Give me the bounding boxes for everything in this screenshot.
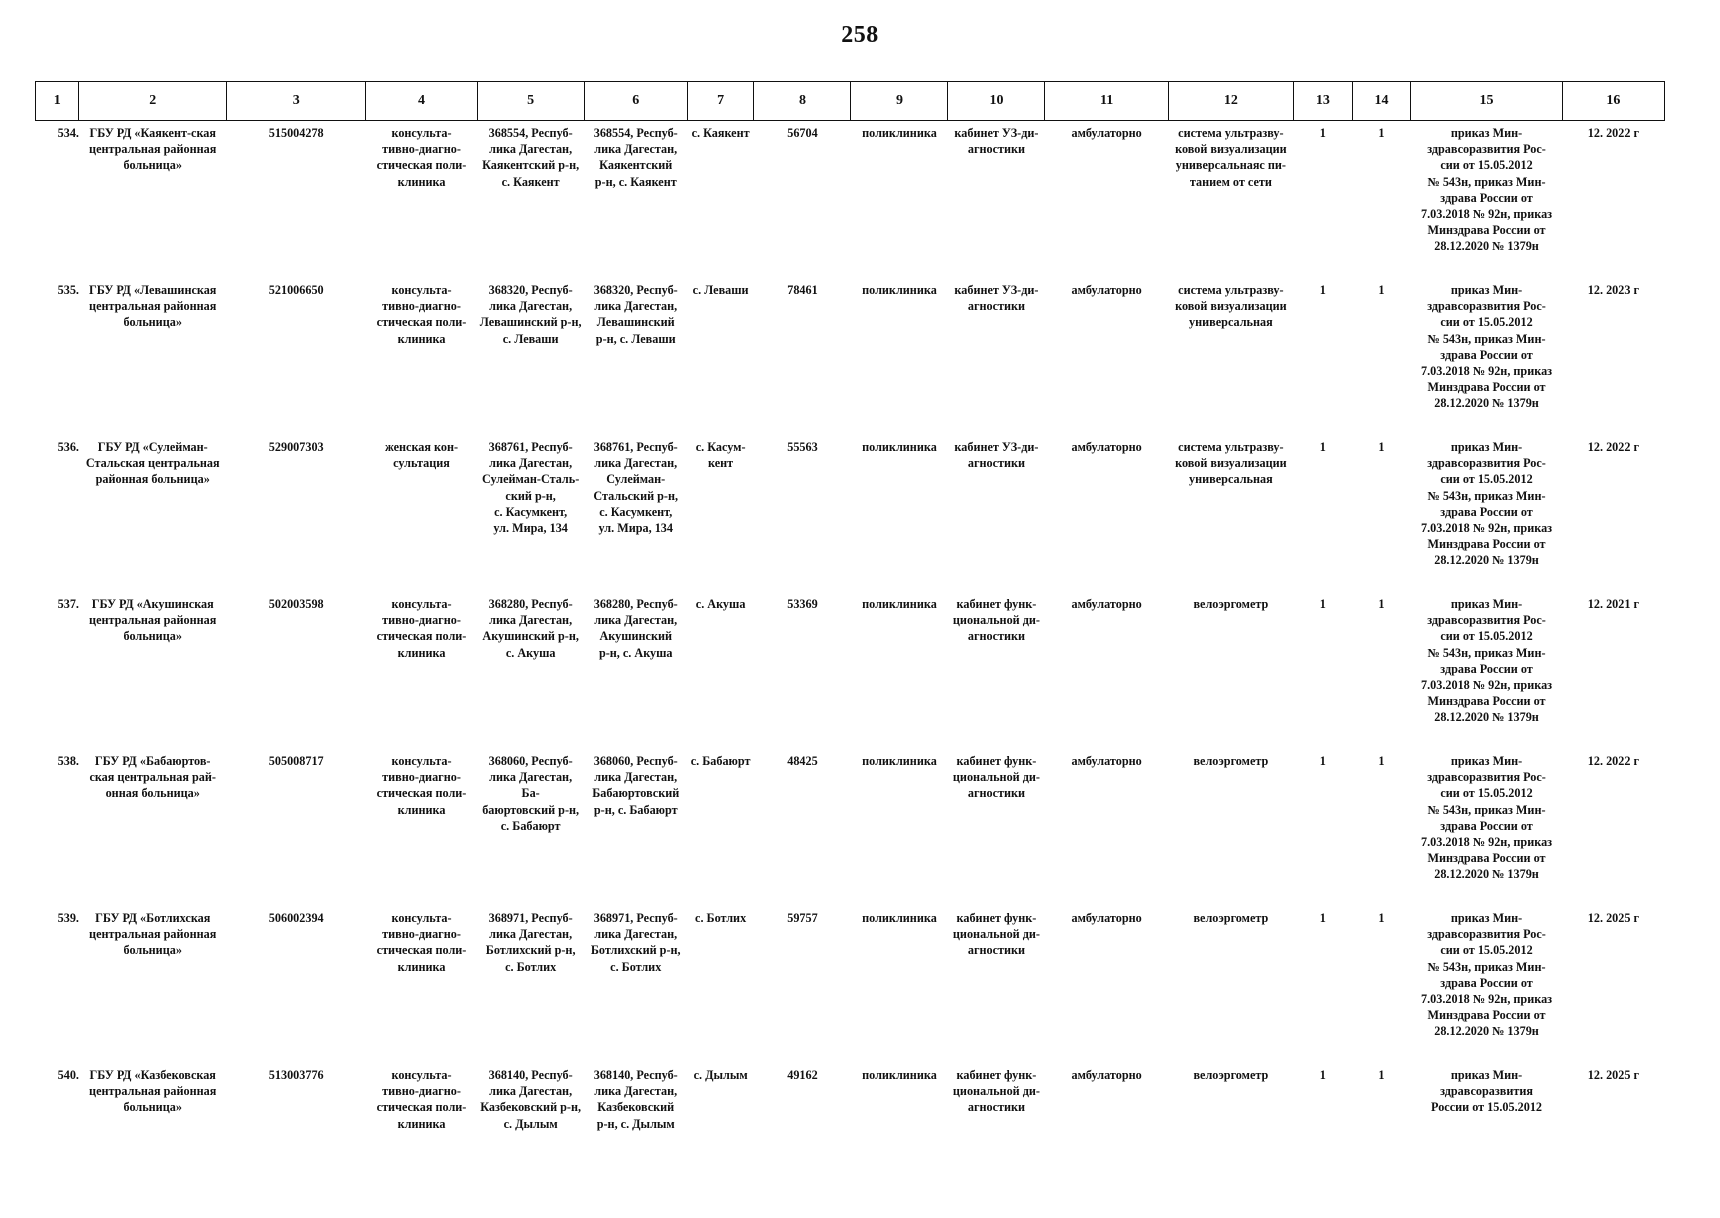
- equipment: система ультразву- ковой визуализации универсальная: [1175, 440, 1287, 487]
- regulatory-basis: приказ Мин- здравсоразвития Рос- сии от 15.05.2012 № 543н, приказ Мин- здрава России от 7.03.2018 № 92н, приказ Минздрава России от 28.12.2020 № 1379н: [1421, 597, 1553, 725]
- equipment: велоэргометр: [1193, 597, 1269, 611]
- legal-address: 368554, Респуб- лика Дагестан, Каякентский р-н, с. Каякент: [482, 126, 580, 189]
- organization-name: ГБУ РД «Бабаюртов- ская центральная рай- онная больница»: [89, 754, 216, 801]
- organization-code: 502003598: [268, 597, 324, 611]
- organization-name: ГБУ РД «Сулейман- Стальская центральная районная больница»: [85, 440, 220, 487]
- cabinet: кабинет функ- циональной ди- агностики: [952, 911, 1040, 958]
- actual-address: 368060, Респуб- лика Дагестан, Бабаюртовский р-н, с. Бабаюрт: [592, 754, 680, 817]
- conditions: амбулаторно: [1071, 911, 1142, 925]
- actual-address: 368554, Респуб- лика Дагестан, Каякентский р-н, с. Каякент: [593, 126, 678, 189]
- unit: поликлиника: [862, 283, 937, 297]
- column-header: 14: [1352, 82, 1411, 121]
- quantity-planned: 1: [1378, 754, 1385, 768]
- population: 59757: [787, 911, 818, 925]
- table-row: [36, 1061, 1665, 1218]
- actual-address: 368280, Респуб- лика Дагестан, Акушинский р-н, с. Акуша: [593, 597, 678, 660]
- conditions: амбулаторно: [1071, 126, 1142, 140]
- population: 56704: [787, 126, 818, 140]
- locality: с. Акуша: [695, 597, 746, 611]
- due-date: 12. 2022 г: [1587, 126, 1640, 140]
- row-number: 535.: [57, 283, 79, 297]
- conditions: амбулаторно: [1071, 440, 1142, 454]
- regulatory-basis: приказ Мин- здравсоразвития России от 15.05.2012: [1431, 1068, 1543, 1115]
- locality: с. Каякент: [691, 126, 750, 140]
- unit: поликлиника: [862, 1068, 937, 1082]
- actual-address: 368140, Респуб- лика Дагестан, Казбековский р-н, с. Дылым: [593, 1068, 678, 1131]
- organization-code: 505008717: [268, 754, 324, 768]
- population: 53369: [787, 597, 818, 611]
- table-row: [36, 276, 1665, 433]
- facility-type: консульта- тивно-диагно- стическая поли- клиника: [376, 754, 467, 817]
- column-header: 7: [687, 82, 754, 121]
- facility-type: консульта- тивно-диагно- стическая поли- клиника: [376, 911, 467, 974]
- conditions: амбулаторно: [1071, 597, 1142, 611]
- due-date: 12. 2021 г: [1587, 597, 1640, 611]
- cabinet: кабинет функ- циональной ди- агностики: [952, 597, 1040, 644]
- legal-address: 368140, Респуб- лика Дагестан, Казбековский р-н, с. Дылым: [480, 1068, 582, 1131]
- population: 78461: [787, 283, 818, 297]
- regulatory-basis: приказ Мин- здравсоразвития Рос- сии от 15.05.2012 № 543н, приказ Мин- здрава России от 7.03.2018 № 92н, приказ Минздрава России от 28.12.2020 № 1379н: [1421, 754, 1553, 882]
- equipment: велоэргометр: [1193, 1068, 1269, 1082]
- facility-type: консульта- тивно-диагно- стическая поли- клиника: [376, 126, 467, 189]
- cabinet: кабинет УЗ-ди- агностики: [954, 283, 1039, 314]
- organization-name: ГБУ РД «Каякент-ская центральная районная больница»: [89, 126, 217, 173]
- organization-code: 521006650: [268, 283, 324, 297]
- legal-address: 368060, Респуб- лика Дагестан, Ба- баюртовский р-н, с. Бабаюрт: [482, 754, 580, 833]
- organization-code: 506002394: [268, 911, 324, 925]
- facility-type: консульта- тивно-диагно- стическая поли- клиника: [376, 1068, 467, 1131]
- conditions: амбулаторно: [1071, 754, 1142, 768]
- due-date: 12. 2025 г: [1587, 1068, 1640, 1082]
- column-header: 2: [79, 82, 227, 121]
- conditions: амбулаторно: [1071, 1068, 1142, 1082]
- column-header: 11: [1045, 82, 1168, 121]
- cabinet: кабинет функ- циональной ди- агностики: [952, 754, 1040, 801]
- column-header: 10: [948, 82, 1045, 121]
- column-header: 3: [226, 82, 365, 121]
- unit: поликлиника: [862, 754, 937, 768]
- equipment: велоэргометр: [1193, 911, 1269, 925]
- legal-address: 368761, Респуб- лика Дагестан, Сулейман-Сталь- ский р-н, с. Касумкент, ул. Мира, 134: [482, 440, 580, 536]
- unit: поликлиника: [862, 597, 937, 611]
- locality: с. Дылым: [693, 1068, 748, 1082]
- unit: поликлиника: [862, 440, 937, 454]
- column-header: 8: [754, 82, 851, 121]
- regulatory-basis: приказ Мин- здравсоразвития Рос- сии от 15.05.2012 № 543н, приказ Мин- здрава России от 7.03.2018 № 92н, приказ Минздрава России от 28.12.2020 № 1379н: [1421, 126, 1553, 254]
- legal-address: 368280, Респуб- лика Дагестан, Акушинский р-н, с. Акуша: [482, 597, 579, 660]
- organization-name: ГБУ РД «Акушинская центральная районная больница»: [89, 597, 217, 644]
- column-header: 15: [1411, 82, 1563, 121]
- row-number: 538.: [57, 754, 79, 768]
- unit: поликлиника: [862, 911, 937, 925]
- due-date: 12. 2022 г: [1587, 754, 1640, 768]
- equipment: система ультразву- ковой визуализации универсальнаяс пи- танием от сети: [1175, 126, 1287, 189]
- regulatory-basis: приказ Мин- здравсоразвития Рос- сии от 15.05.2012 № 543н, приказ Мин- здрава России от 7.03.2018 № 92н, приказ Минздрава России от 28.12.2020 № 1379н: [1421, 911, 1553, 1039]
- due-date: 12. 2025 г: [1587, 911, 1640, 925]
- quantity-planned: 1: [1378, 597, 1385, 611]
- organization-name: ГБУ РД «Левашинская центральная районная больница»: [89, 283, 217, 330]
- cabinet: кабинет УЗ-ди- агностики: [954, 126, 1039, 157]
- cabinet: кабинет УЗ-ди- агностики: [954, 440, 1039, 471]
- column-header: 13: [1294, 82, 1353, 121]
- quantity-required: 1: [1319, 126, 1326, 140]
- table-row: [36, 904, 1665, 1061]
- quantity-planned: 1: [1378, 126, 1385, 140]
- unit: поликлиника: [862, 126, 937, 140]
- register-table: [35, 81, 1665, 1218]
- locality: с. Касум- кент: [695, 440, 746, 471]
- header-row: [36, 82, 1665, 121]
- actual-address: 368320, Респуб- лика Дагестан, Левашинский р-н, с. Леваши: [593, 283, 678, 346]
- equipment: велоэргометр: [1193, 754, 1269, 768]
- due-date: 12. 2023 г: [1587, 283, 1640, 297]
- cabinet: кабинет функ- циональной ди- агностики: [952, 1068, 1040, 1115]
- quantity-required: 1: [1319, 911, 1326, 925]
- quantity-planned: 1: [1378, 911, 1385, 925]
- table-row: [36, 590, 1665, 747]
- organization-name: ГБУ РД «Ботлихская центральная районная больница»: [89, 911, 217, 958]
- table-row: [36, 121, 1665, 277]
- locality: с. Бабаюрт: [690, 754, 751, 768]
- column-header: 12: [1168, 82, 1293, 121]
- locality: с. Леваши: [692, 283, 749, 297]
- population: 49162: [787, 1068, 818, 1082]
- quantity-planned: 1: [1378, 1068, 1385, 1082]
- quantity-required: 1: [1319, 597, 1326, 611]
- row-number: 540.: [57, 1068, 79, 1082]
- organization-code: 513003776: [268, 1068, 324, 1082]
- conditions: амбулаторно: [1071, 283, 1142, 297]
- quantity-planned: 1: [1378, 440, 1385, 454]
- quantity-planned: 1: [1378, 283, 1385, 297]
- actual-address: 368761, Респуб- лика Дагестан, Сулейман- Стальский р-н, с. Касумкент, ул. Мира, 134: [593, 440, 679, 536]
- population: 55563: [787, 440, 818, 454]
- facility-type: консульта- тивно-диагно- стическая поли- клиника: [376, 283, 467, 346]
- row-number: 537.: [57, 597, 79, 611]
- facility-type: женская кон- сультация: [384, 440, 459, 471]
- quantity-required: 1: [1319, 283, 1326, 297]
- regulatory-basis: приказ Мин- здравсоразвития Рос- сии от 15.05.2012 № 543н, приказ Мин- здрава России от 7.03.2018 № 92н, приказ Минздрава России от 28.12.2020 № 1379н: [1421, 440, 1553, 568]
- legal-address: 368320, Респуб- лика Дагестан, Левашинский р-н, с. Леваши: [479, 283, 582, 346]
- actual-address: 368971, Респуб- лика Дагестан, Ботлихский р-н, с. Ботлих: [590, 911, 681, 974]
- locality: с. Ботлих: [695, 911, 747, 925]
- column-header: 9: [851, 82, 948, 121]
- table-row: [36, 747, 1665, 904]
- legal-address: 368971, Респуб- лика Дагестан, Ботлихский р-н, с. Ботлих: [485, 911, 576, 974]
- row-number: 539.: [57, 911, 79, 925]
- regulatory-basis: приказ Мин- здравсоразвития Рос- сии от 15.05.2012 № 543н, приказ Мин- здрава России от 7.03.2018 № 92н, приказ Минздрава России от 28.12.2020 № 1379н: [1421, 283, 1553, 411]
- due-date: 12. 2022 г: [1587, 440, 1640, 454]
- quantity-required: 1: [1319, 440, 1326, 454]
- facility-type: консульта- тивно-диагно- стическая поли- клиника: [376, 597, 467, 660]
- table-row: [36, 433, 1665, 590]
- column-header: 5: [477, 82, 584, 121]
- row-number: 534.: [57, 126, 79, 140]
- organization-name: ГБУ РД «Казбековская центральная районная больница»: [89, 1068, 217, 1115]
- population: 48425: [787, 754, 818, 768]
- column-header: 16: [1562, 82, 1664, 121]
- organization-code: 515004278: [268, 126, 324, 140]
- column-header: 1: [36, 82, 79, 121]
- equipment: система ультразву- ковой визуализации универсальная: [1175, 283, 1287, 330]
- organization-code: 529007303: [268, 440, 324, 454]
- page-number: 258: [841, 22, 879, 48]
- row-number: 536.: [57, 440, 79, 454]
- column-header: 6: [584, 82, 687, 121]
- column-header: 4: [366, 82, 477, 121]
- quantity-required: 1: [1319, 1068, 1326, 1082]
- quantity-required: 1: [1319, 754, 1326, 768]
